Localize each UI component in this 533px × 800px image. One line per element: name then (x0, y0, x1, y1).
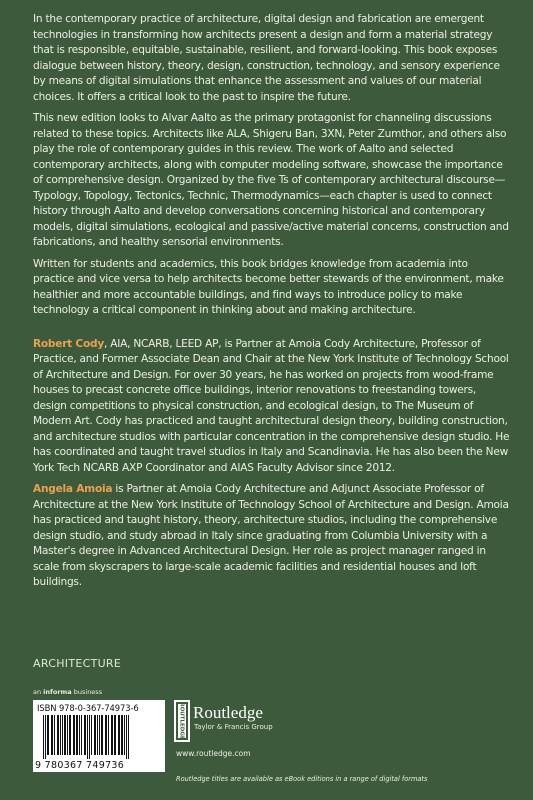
routledge-logo-icon (174, 700, 190, 742)
author-bio-text: , AIA, NCARB, LEED AP, is Partner at Amoia Cody Architecture, Professor of Practice, and Former Associate Dean and Chair at the New York Institute of Technology School of Architecture and Design. For over 30 years, he has worked on projects from wood-frame houses to precast concrete office buildings, interior renovations to freestanding towers, design competitions to physical construction, and ecological design, to The Museum of Modern Art. Cody has practiced and taught architectural design theory, building construction, and architecture studios with particular concentration in the comprehensive design studio. He has coordinated and taught travel studios in Italy and Scandinavia. He has also been the New York Tech NCARB AXP Coordinator and AIAS Faculty Advisor since 2012. (33, 337, 510, 474)
informa-suffix: business (71, 688, 103, 696)
author-bio-text: is Partner at Amoia Cody Architecture and Adjunct Associate Professor of Architecture at the New York Institute of Technology School of Architecture and Design. Amoia has practiced and taught history, theory, architecture studios, including the comprehensive design studio, and study abroad in Italy since graduating from Columbia University with a Master's degree in Advanced Architectural Design. Her role as project manager ranged in scale from skyscrapers to large-scale academic facilities and residential houses and loft buildings. (33, 483, 509, 588)
blurb-paragraph-3: Written for students and academics, this book bridges knowledge from academia into practice and vice versa to help architects become better stewards of the environment, make healthier and more accountable buildings, and find ways to introduce policy to make technology a critical component in thinking about and making architecture. (33, 257, 504, 316)
informa-business-tag (33, 688, 102, 696)
isbn-label: ISBN 978-0-367-74973-6 (37, 703, 139, 713)
category-label: ARCHITECTURE (33, 657, 122, 670)
blurb-paragraph-1: In the contemporary practice of architecture, digital design and fabrication are emergent technologies in transforming how architects present a design and form a material strategy that is responsible, equitable, sustainable, resilient, and forward-looking. This book exposes dialogue between history, theory, design, construction, technology, and sensory experience by means of digital simulations that enhance the assessment and values of our material choices. It offers a critical look to the past to inspire the future. (33, 13, 500, 103)
author-name: Angela Amoia (33, 483, 113, 495)
publisher-url: www.routledge.com (176, 749, 251, 758)
blurb-paragraph-2: This new edition looks to Alvar Aalto as the primary protagonist for channeling discussions related to these topics. Architects like ALA, Shigeru Ban, 3XN, Peter Zumthor, and others also play the role of contemporary guides in this review. The work of Aalto and selected contemporary architects, along with computer modeling software, showcase the importance of comprehensive design. Organized by the five Ts of contemporary architectural discourse—Typology, Topology, Tectonics, Technic, Thermodynamics—each chapter is used to connect history through Aalto and develop conversations concerning historical and contemporary models, digital simulations, ecological and passive/active material concerns, construction and fabrications, and healthy sensorial environments. (33, 112, 509, 248)
informa-prefix: an (33, 688, 44, 696)
ebook-note: Routledge titles are available as eBook editions in a range of digital formats (176, 775, 428, 783)
blurb-text (33, 12, 511, 597)
barcode-icon (43, 715, 155, 759)
author-bio-amoia (33, 482, 511, 591)
author-name: Robert Cody (33, 337, 104, 350)
publisher-name: Routledge (193, 703, 263, 722)
author-bio-cody (33, 337, 511, 477)
isbn-digits: 9 780367 749736 (35, 760, 125, 771)
isbn-barcode (33, 700, 165, 772)
informa-brand: informa (43, 688, 72, 696)
svg-text:ROUTLEDGE: ROUTLEDGE (178, 702, 185, 740)
publisher-group: Taylor & Francis Group (194, 723, 273, 731)
